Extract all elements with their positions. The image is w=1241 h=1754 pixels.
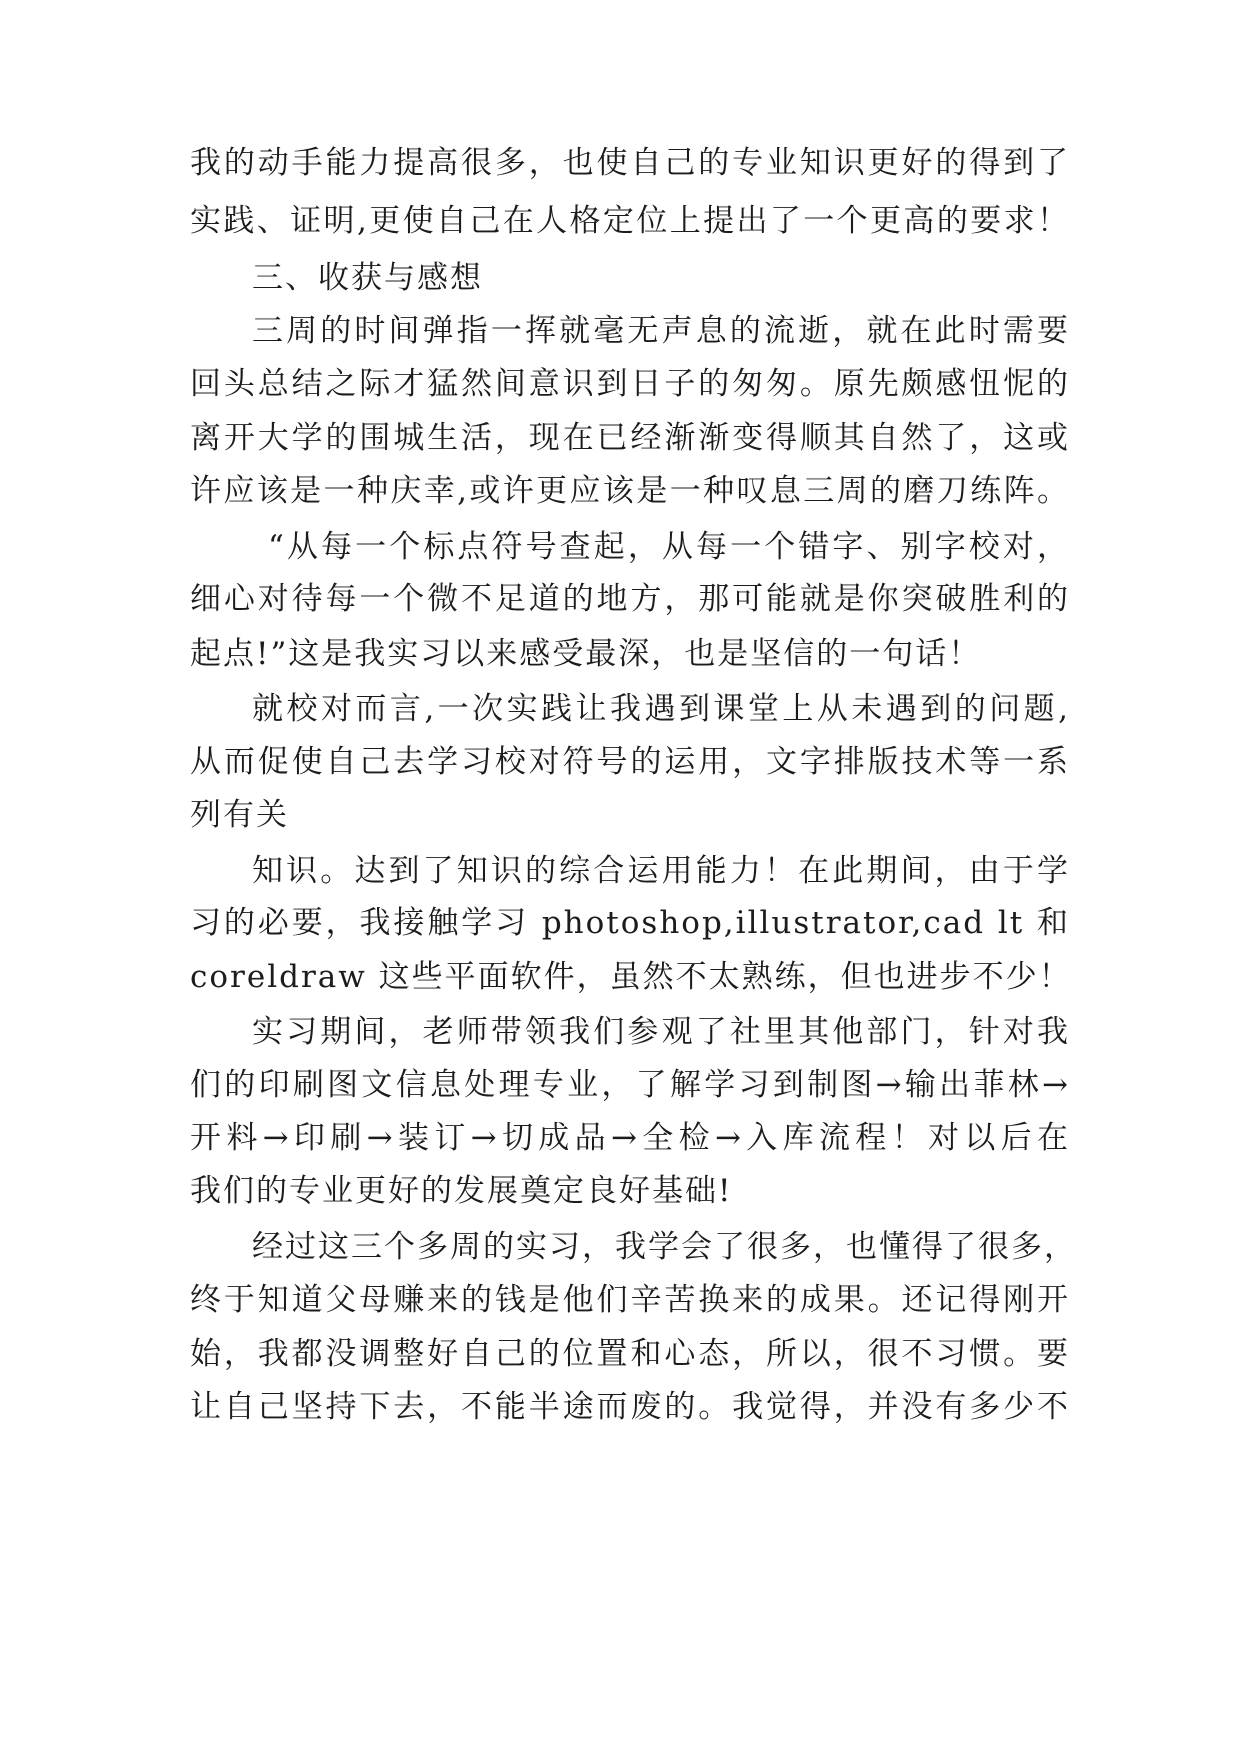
text-line: 我的动手能力提高很多，也使自己的专业知识更好的得到了 [190,145,1070,181]
text-line: “从每一个标点符号查起，从每一个错字、别字校对， [268,529,1070,565]
text-line: 我们的专业更好的发展奠定良好基础! [190,1173,733,1209]
text-line: 离开大学的围城生活，现在已经渐渐变得顺其自然了，这或 [190,420,1070,456]
text-line: 就校对而言,一次实践让我遇到课堂上从未遇到的问题, [252,691,1070,727]
text-line: 习的必要，我接触学习 photoshop,illustrator,cad lt 和 [190,905,1070,941]
text-line: coreldraw 这些平面软件，虽然不太熟练，但也进步不少！ [190,959,1072,995]
text-line: 细心对待每一个微不足道的地方，那可能就是你突破胜利的 [190,581,1070,617]
text-line: 实习期间，老师带领我们参观了社里其他部门，针对我 [252,1014,1070,1050]
text-line: 始，我都没调整好自己的位置和心态，所以，很不习惯。要 [190,1336,1070,1372]
text-line: 列有关 [190,797,289,833]
text-line: 经过这三个多周的实习，我学会了很多，也懂得了很多， [252,1229,1077,1265]
text-line: 回头总结之际才猛然间意识到日子的匆匆。原先颇感忸怩的 [190,366,1070,402]
text-line: 实践、证明,更使自己在人格定位上提出了一个更高的要求！ [190,203,1070,239]
section-heading: 三、收获与感想 [252,260,483,296]
text-line: 让自己坚持下去，不能半途而废的。我觉得，并没有多少不 [190,1389,1070,1425]
text-line: 从而促使自己去学习校对符号的运用，文字排版技术等一系 [190,744,1070,780]
text-line: 们的印刷图文信息处理专业，了解学习到制图→输出菲林→ [190,1067,1070,1103]
text-line: 知识。达到了知识的综合运用能力！在此期间，由于学 [252,853,1070,889]
text-line: 终于知道父母赚来的钱是他们辛苦换来的成果。还记得刚开 [190,1282,1070,1318]
text-line: 开料→印刷→装订→切成品→全检→入库流程！对以后在 [190,1120,1070,1156]
text-line: 起点!”这是我实习以来感受最深，也是坚信的一句话！ [190,636,982,672]
text-line: 三周的时间弹指一挥就毫无声息的流逝，就在此时需要 [252,313,1070,349]
text-line: 许应该是一种庆幸,或许更应该是一种叹息三周的磨刀练阵。 [190,473,1070,509]
